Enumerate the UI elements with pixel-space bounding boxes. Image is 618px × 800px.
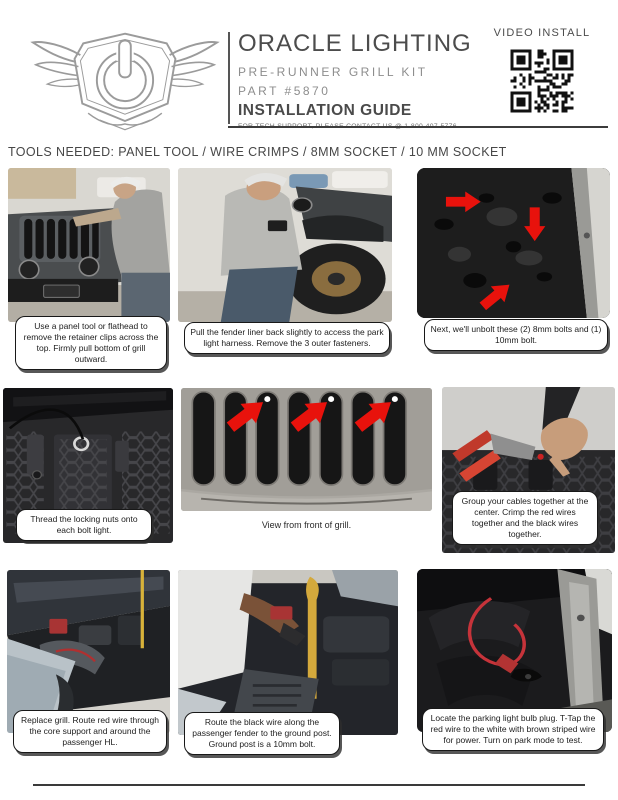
step3-photo xyxy=(417,168,610,318)
step7-photo xyxy=(7,570,170,733)
step-caption-bubble xyxy=(422,708,604,751)
step5-caption: View from front of grill. xyxy=(261,520,352,530)
step8-photo xyxy=(178,570,398,735)
step1-photo xyxy=(8,168,170,322)
step-caption-bubble xyxy=(184,712,340,755)
step3-caption: Next, we'll unbolt these (2) 8mm bolts and (1) 10mm bolt. xyxy=(430,324,602,345)
footer-rule xyxy=(33,784,585,786)
step4-caption: Thread the locking nuts onto each bolt light. xyxy=(30,514,138,535)
product-subtitle: PRE-RUNNER GRILL KIT xyxy=(238,65,428,79)
tools-needed-line: TOOLS NEEDED: PANEL TOOL / WIRE CRIMPS / 8MM SOCKET / 10 MM SOCKET xyxy=(8,145,507,159)
step9-caption: Locate the parking light bulb plug. T-Tap the red wire to the white with brown striped wire for power. Turn on park mode to test. xyxy=(430,713,596,745)
step-caption-bubble xyxy=(424,319,608,351)
step5-photo xyxy=(181,388,432,511)
step2-caption: Pull the fender liner back slightly to access the park light harness. Remove the 3 outer fasteners. xyxy=(190,327,384,348)
header-divider xyxy=(228,32,230,124)
step-caption-bubble xyxy=(15,316,167,370)
header-rule xyxy=(228,126,608,128)
oracle-lighting-logo-icon xyxy=(28,24,222,128)
step6-caption: Group your cables together at the center. Crimp the red wires together and the black wires together. xyxy=(461,496,589,539)
step2-photo xyxy=(178,168,392,322)
video-install-label: VIDEO INSTALL xyxy=(493,27,591,39)
step-caption-bubble xyxy=(16,509,152,541)
document-title: INSTALLATION GUIDE xyxy=(238,102,412,119)
step-caption-bubble xyxy=(13,710,167,753)
step1-caption: Use a panel tool or flathead to remove the retainer clips across the top. Firmly pull bottom of grill outward. xyxy=(23,321,159,364)
brand-title: ORACLE LIGHTING xyxy=(238,30,472,57)
step8-caption: Route the black wire along the passenger fender to the ground post. Ground post is a 10mm bolt. xyxy=(192,717,332,749)
part-number: PART #5870 xyxy=(238,84,331,98)
step7-caption: Replace grill. Route red wire through the core support and around the passenger HL. xyxy=(21,715,159,747)
qr-code xyxy=(509,48,575,114)
step-caption-bubble xyxy=(452,491,598,545)
step-caption-bubble xyxy=(184,322,390,354)
